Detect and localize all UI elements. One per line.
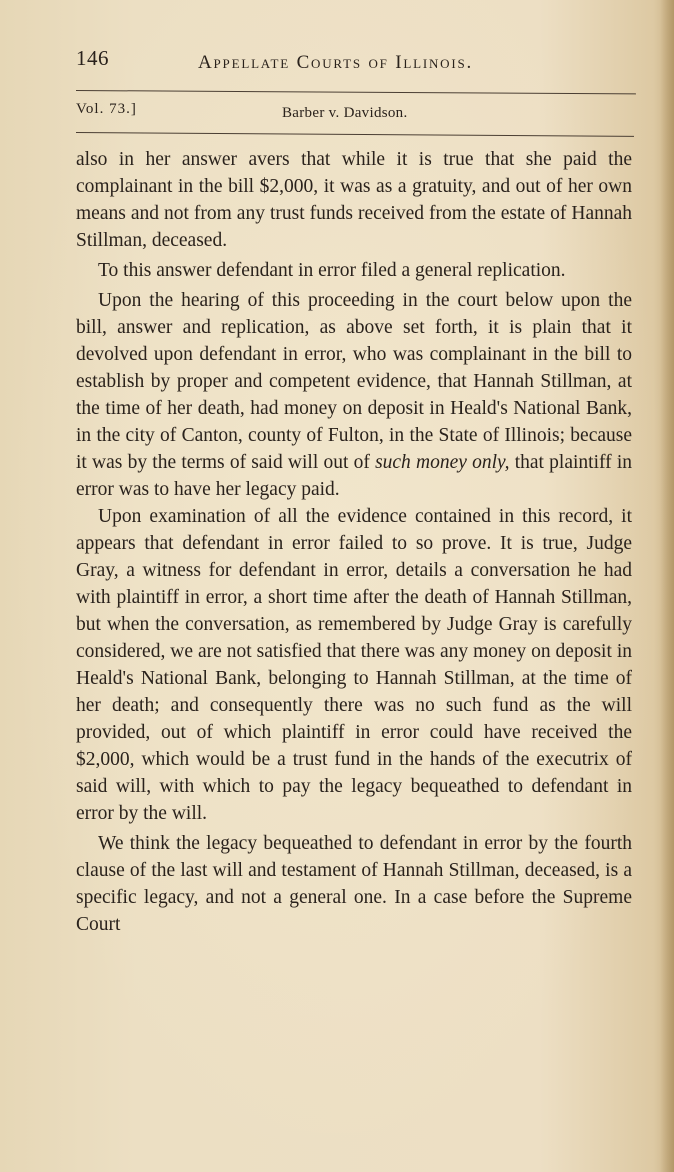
case-name: Barber v. Davidson. <box>282 105 408 121</box>
paragraph-hearing-text: Upon the hearing of this proceeding in the court below upon the bill, answer and replication, as above set forth, it is plain that it devolved upon defendant in error, who was complainant in the bill to establish by proper and competent evidence, that Hannah Stillman, at the time of her death, had money on deposit in Heald's National Bank, in the city of Canton, county of Fulton, in the State of Illinois; because it was by the terms of said will out of <box>76 290 632 473</box>
opinion-text <box>76 146 632 938</box>
running-title: Appellate Courts of Illinois. <box>198 52 474 73</box>
page-edge-shadow <box>660 0 674 1172</box>
case-header <box>76 101 636 123</box>
page-number: 146 <box>76 46 109 70</box>
case-header-rule <box>76 132 634 137</box>
header-rule <box>76 90 636 94</box>
paragraph-hearing <box>76 287 632 503</box>
paragraph-hearing-end: that plaintiff in error was to have her legacy paid. <box>76 452 632 500</box>
page-header <box>76 46 636 80</box>
paragraph-hearing-italic: such money only, <box>375 452 510 473</box>
volume-label: Vol. 73.] <box>76 101 137 117</box>
paragraph-examination: Upon examination of all the evidence contained in this record, it appears that defendant in error failed to so prove. It is true, Judge Gray, a witness for defendant in error, details a conversation he had with plaintiff in error, a short time after the death of Hannah Stillman, but when the conversation, as remembered by Judge Gray is carefully considered, we are not satisfied that there was any money on deposit in Heald's National Bank, belonging to Hannah Stillman, at the time of her death; and consequently there was no such fund as the will provided, out of which plaintiff in error could have received the $2,000, which would be a trust fund in the hands of the executrix of said will, with which to pay the legacy bequeathed to defendant in error by the will. <box>76 506 632 824</box>
paragraph-replication: To this answer defendant in error filed a general replication. <box>98 260 566 281</box>
paragraph-continued: also in her answer avers that while it is true that she paid the complainant in the bill $2,000, it was as a gratuity, and out of her own means and not from any trust funds received from the estate of Hannah Stillman, deceased. <box>76 149 632 251</box>
paragraph-legacy: We think the legacy bequeathed to defendant in error by the fourth clause of the last will and testament of Hannah Stillman, deceased, is a specific legacy, and not a general one. In a case before the Supreme Court <box>76 833 632 935</box>
